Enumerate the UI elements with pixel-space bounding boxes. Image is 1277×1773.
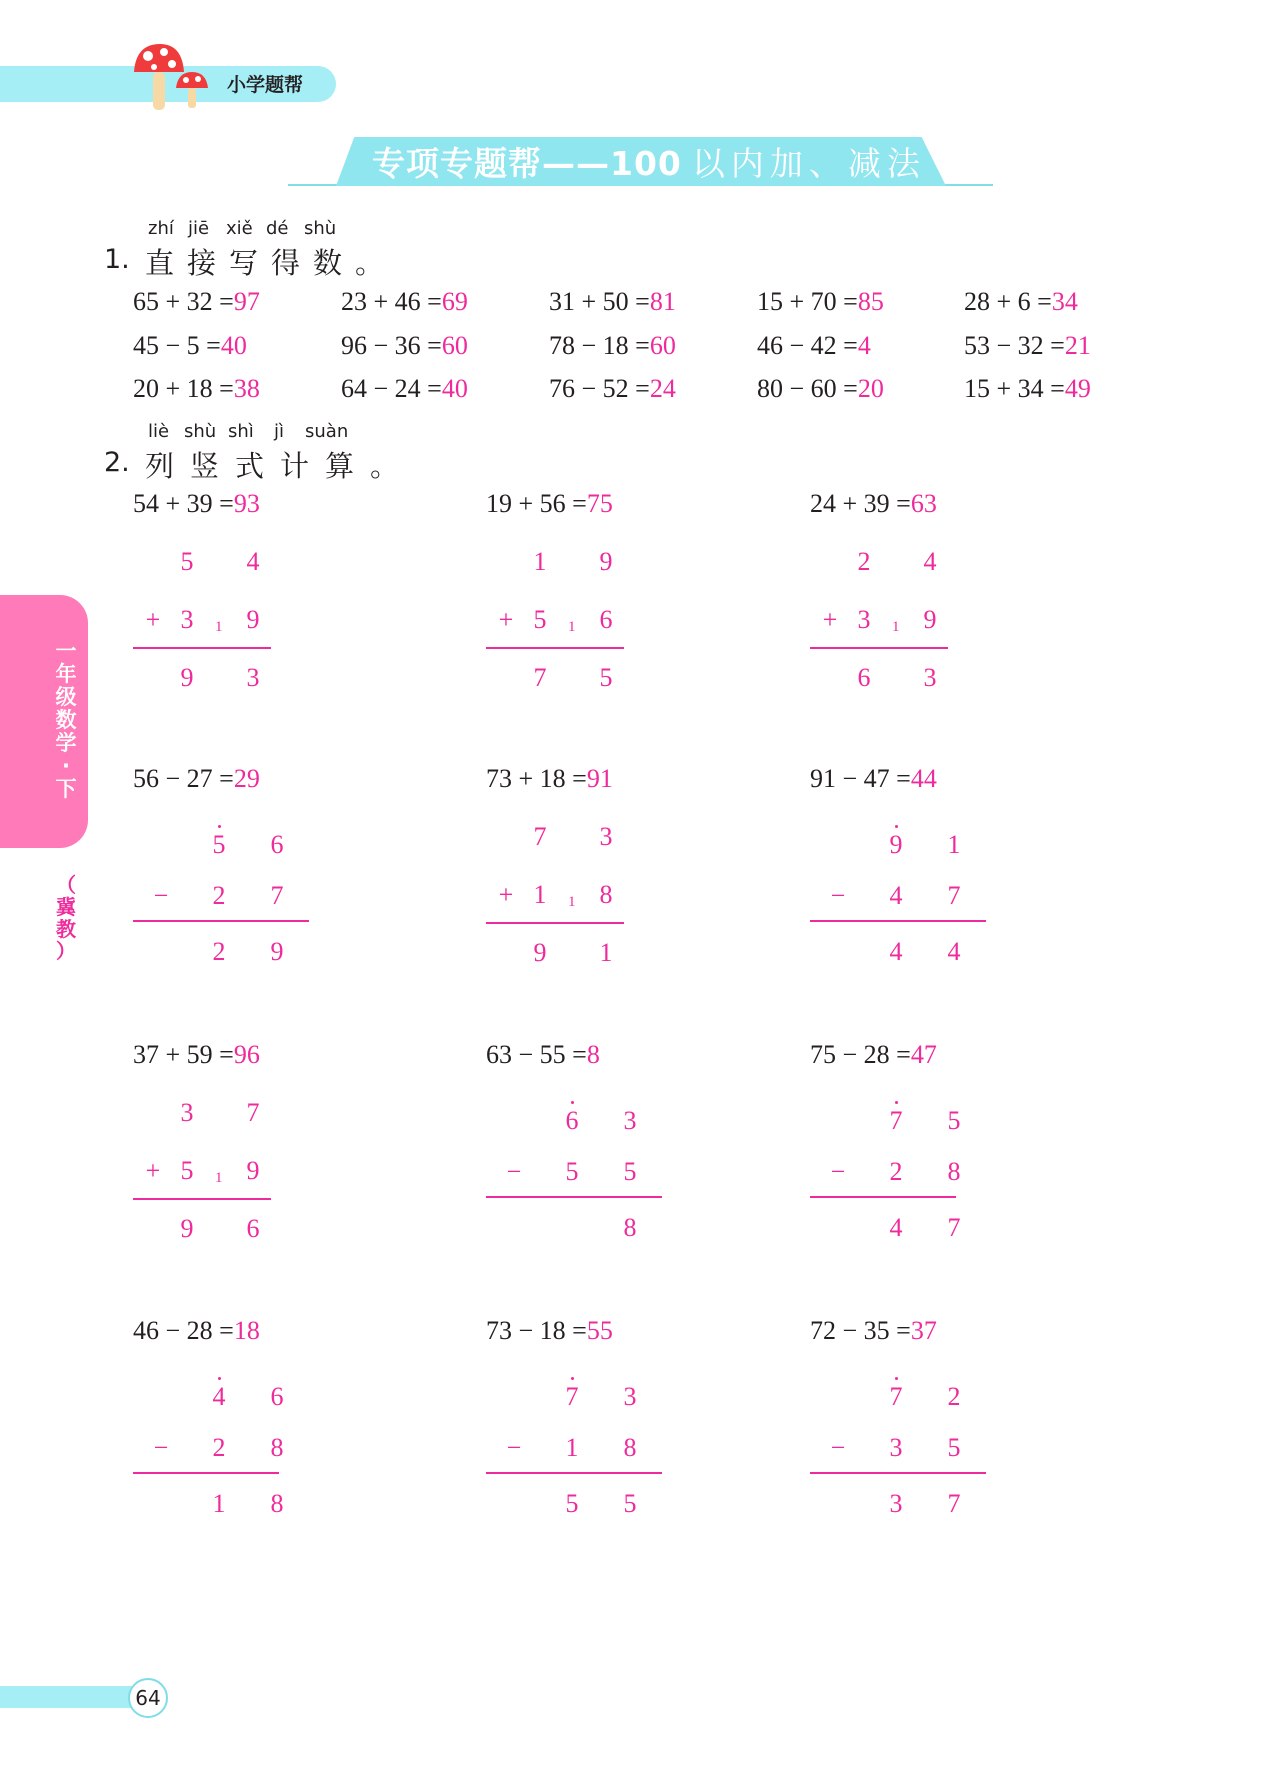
result-line — [810, 1196, 956, 1198]
equation-question: 65 + 32 = — [133, 287, 234, 316]
digit: 3 — [599, 822, 613, 851]
digit: 9 — [246, 1156, 260, 1185]
digit: 1 — [565, 1433, 579, 1462]
equation-question: 64 − 24 = — [341, 374, 442, 403]
digit: 5 — [947, 1106, 961, 1135]
title-bold: 专项专题帮——100 — [372, 143, 682, 183]
borrow-dot — [895, 825, 898, 828]
equation-answer: 69 — [441, 287, 468, 316]
digit: 9 — [270, 937, 284, 966]
digit: 8 — [270, 1489, 284, 1518]
equation-answer: 24 — [649, 374, 676, 403]
equation — [757, 331, 871, 361]
digit: 7 — [947, 1213, 961, 1242]
pinyin-syllable: xiě — [226, 218, 253, 239]
edition-char: 教 — [56, 917, 76, 941]
equation-answer: 40 — [441, 374, 468, 403]
equation-answer: 49 — [1064, 374, 1091, 403]
equation-answer: 4 — [857, 331, 871, 360]
digit: 6 — [599, 605, 613, 634]
edition-label — [50, 874, 82, 962]
equation — [486, 764, 613, 794]
equation-question: 53 − 32 = — [964, 331, 1065, 360]
equation — [757, 287, 884, 317]
equation-answer: 85 — [857, 287, 884, 316]
section2-pinyin — [148, 421, 378, 443]
pinyin-syllable: zhí — [148, 218, 174, 239]
digit: 5 — [623, 1489, 637, 1518]
operator: − — [153, 881, 169, 910]
equation — [341, 374, 468, 404]
equation — [133, 489, 260, 519]
equation-question: 78 − 18 = — [549, 331, 650, 360]
equation-question: 23 + 46 = — [341, 287, 442, 316]
equation-answer: 38 — [233, 374, 260, 403]
equation — [964, 374, 1091, 404]
equation-question: 56 − 27 = — [133, 764, 234, 793]
carry-mark: 1 — [215, 619, 223, 635]
equation-answer: 47 — [910, 1040, 937, 1069]
equation — [964, 287, 1078, 317]
digit: 3 — [889, 1489, 903, 1518]
equation — [341, 331, 468, 361]
equation-answer: 21 — [1064, 331, 1091, 360]
digit: 7 — [947, 881, 961, 910]
result-line — [810, 1472, 986, 1474]
digit: 9 — [246, 605, 260, 634]
equation — [810, 764, 937, 794]
grade-char: · — [62, 754, 70, 778]
digit: 5 — [623, 1157, 637, 1186]
equation-answer: 37 — [910, 1316, 937, 1345]
operator: + — [498, 605, 514, 634]
grade-char: 学 — [55, 731, 77, 755]
equation — [133, 1316, 260, 1346]
equation-answer: 44 — [910, 764, 937, 793]
equation-question: 46 − 42 = — [757, 331, 858, 360]
borrow-dot — [571, 1377, 574, 1380]
digit: 2 — [889, 1157, 903, 1186]
borrow-dot — [895, 1377, 898, 1380]
equation-question: 37 + 59 = — [133, 1040, 234, 1069]
section1-title: 直接写得数。 — [145, 246, 398, 280]
digit: 9 — [889, 830, 903, 859]
digit: 4 — [889, 937, 903, 966]
equation — [486, 1316, 613, 1346]
grade-char: 级 — [55, 685, 77, 709]
equation-question: 28 + 6 = — [964, 287, 1052, 316]
equation-answer: 91 — [586, 764, 613, 793]
equation-answer: 29 — [233, 764, 260, 793]
digit: 7 — [533, 663, 547, 692]
digit: 5 — [212, 830, 226, 859]
equation-question: 45 − 5 = — [133, 331, 221, 360]
result-line — [133, 647, 271, 649]
result-line — [133, 1472, 279, 1474]
equation-answer: 18 — [233, 1316, 260, 1345]
digit: 9 — [180, 1214, 194, 1243]
digit: 7 — [889, 1382, 903, 1411]
grade-char: 一 — [55, 639, 77, 663]
mushroom-icon — [130, 40, 220, 115]
digit: 1 — [599, 938, 613, 967]
equation — [757, 374, 884, 404]
pinyin-syllable: dé — [266, 218, 289, 239]
grade-char: 数 — [55, 708, 77, 732]
result-line — [133, 1198, 271, 1200]
digit: 9 — [599, 547, 613, 576]
equation — [486, 489, 613, 519]
digit: 5 — [180, 1156, 194, 1185]
pinyin-syllable: suàn — [305, 421, 349, 442]
result-line — [486, 1196, 662, 1198]
digit: 9 — [533, 938, 547, 967]
equation-question: 76 − 52 = — [549, 374, 650, 403]
pinyin-syllable: jì — [274, 421, 285, 442]
equation-question: 75 − 28 = — [810, 1040, 911, 1069]
digit: 3 — [857, 605, 871, 634]
digit: 6 — [857, 663, 871, 692]
digit: 7 — [246, 1098, 260, 1127]
pinyin-syllable: shù — [304, 218, 337, 239]
digit: 3 — [889, 1433, 903, 1462]
digit: 2 — [212, 937, 226, 966]
digit: 9 — [923, 605, 937, 634]
equation-question: 15 + 70 = — [757, 287, 858, 316]
page-title — [372, 138, 926, 184]
digit: 5 — [565, 1489, 579, 1518]
digit: 5 — [533, 605, 547, 634]
equation — [133, 287, 260, 317]
equation-answer: 75 — [586, 489, 613, 518]
grade-char: 年 — [55, 662, 77, 686]
digit: 1 — [533, 880, 547, 909]
carry-mark: 1 — [568, 619, 576, 635]
digit: 6 — [565, 1106, 579, 1135]
edition-char: ） — [56, 939, 76, 963]
pinyin-syllable: liè — [148, 421, 170, 442]
digit: 6 — [246, 1214, 260, 1243]
digit: 8 — [623, 1433, 637, 1462]
title-rest: 以内加、减法 — [691, 143, 926, 183]
digit: 2 — [212, 881, 226, 910]
operator: + — [145, 1156, 161, 1185]
digit: 6 — [270, 830, 284, 859]
equation — [810, 489, 937, 519]
digit: 3 — [923, 663, 937, 692]
carry-mark: 1 — [568, 894, 576, 910]
result-line — [486, 1472, 662, 1474]
digit: 3 — [623, 1106, 637, 1135]
equation — [133, 1040, 260, 1070]
equation — [549, 331, 676, 361]
result-line — [810, 920, 986, 922]
digit: 7 — [947, 1489, 961, 1518]
equation — [133, 374, 260, 404]
operator: + — [822, 605, 838, 634]
digit: 3 — [180, 605, 194, 634]
section1-pinyin — [148, 218, 358, 240]
carry-mark: 1 — [892, 619, 900, 635]
borrow-dot — [895, 1101, 898, 1104]
equation-question: 31 + 50 = — [549, 287, 650, 316]
equation-question: 19 + 56 = — [486, 489, 587, 518]
digit: 8 — [599, 880, 613, 909]
equation-answer: 93 — [233, 489, 260, 518]
pinyin-syllable: shù — [184, 421, 217, 442]
equation-question: 54 + 39 = — [133, 489, 234, 518]
digit: 5 — [599, 663, 613, 692]
equation-answer: 40 — [220, 331, 247, 360]
equation — [486, 1040, 600, 1070]
borrow-dot — [218, 1377, 221, 1380]
digit: 7 — [889, 1106, 903, 1135]
digit: 5 — [947, 1433, 961, 1462]
equation-answer: 60 — [649, 331, 676, 360]
section2-number: 2. — [104, 447, 130, 478]
digit: 3 — [246, 663, 260, 692]
equation-answer: 97 — [233, 287, 260, 316]
digit: 5 — [565, 1157, 579, 1186]
digit: 6 — [270, 1382, 284, 1411]
grade-label — [50, 640, 82, 801]
digit: 4 — [947, 937, 961, 966]
equation-answer: 63 — [910, 489, 937, 518]
footer-bar — [0, 1686, 142, 1708]
digit: 2 — [947, 1382, 961, 1411]
equation-answer: 60 — [441, 331, 468, 360]
equation-question: 73 + 18 = — [486, 764, 587, 793]
equation — [341, 287, 468, 317]
digit: 4 — [889, 881, 903, 910]
operator: + — [498, 880, 514, 909]
result-line — [486, 647, 624, 649]
digit: 8 — [270, 1433, 284, 1462]
digit: 7 — [533, 822, 547, 851]
equation-answer: 20 — [857, 374, 884, 403]
digit: 2 — [212, 1433, 226, 1462]
equation — [810, 1316, 937, 1346]
digit: 8 — [947, 1157, 961, 1186]
equation — [964, 331, 1091, 361]
edition-char: （ — [56, 873, 76, 897]
operator: − — [830, 1433, 846, 1462]
equation — [133, 331, 247, 361]
operator: − — [830, 1157, 846, 1186]
digit: 3 — [623, 1382, 637, 1411]
digit: 8 — [623, 1213, 637, 1242]
digit: 4 — [212, 1382, 226, 1411]
operator: − — [506, 1433, 522, 1462]
equation-answer: 8 — [586, 1040, 600, 1069]
page-number: 64 — [128, 1678, 168, 1718]
equation-question: 73 − 18 = — [486, 1316, 587, 1345]
equation-answer: 96 — [233, 1040, 260, 1069]
operator: − — [830, 881, 846, 910]
equation-question: 20 + 18 = — [133, 374, 234, 403]
borrow-dot — [571, 1101, 574, 1104]
digit: 4 — [923, 547, 937, 576]
digit: 4 — [889, 1213, 903, 1242]
equation-answer: 34 — [1051, 287, 1078, 316]
equation — [549, 287, 676, 317]
section2-title: 列竖式计算。 — [145, 449, 416, 483]
equation-question: 24 + 39 = — [810, 489, 911, 518]
brand-label: 小学题帮 — [227, 74, 304, 96]
equation-question: 72 − 35 = — [810, 1316, 911, 1345]
equation-question: 15 + 34 = — [964, 374, 1065, 403]
equation — [549, 374, 676, 404]
equation-question: 96 − 36 = — [341, 331, 442, 360]
operator: − — [506, 1157, 522, 1186]
equation-answer: 55 — [586, 1316, 613, 1345]
digit: 4 — [246, 547, 260, 576]
section1-number: 1. — [104, 244, 130, 275]
digit: 1 — [212, 1489, 226, 1518]
borrow-dot — [218, 825, 221, 828]
digit: 3 — [180, 1098, 194, 1127]
digit: 7 — [565, 1382, 579, 1411]
equation-question: 80 − 60 = — [757, 374, 858, 403]
carry-mark: 1 — [215, 1170, 223, 1186]
digit: 1 — [533, 547, 547, 576]
grade-char: 下 — [55, 777, 77, 801]
digit: 5 — [180, 547, 194, 576]
edition-char: 冀 — [56, 895, 76, 919]
equation-question: 46 − 28 = — [133, 1316, 234, 1345]
digit: 9 — [180, 663, 194, 692]
digit: 7 — [270, 881, 284, 910]
result-line — [133, 920, 309, 922]
pinyin-syllable: jiē — [188, 218, 210, 239]
result-line — [810, 647, 948, 649]
digit: 1 — [947, 830, 961, 859]
equation-answer: 81 — [649, 287, 676, 316]
equation-question: 91 − 47 = — [810, 764, 911, 793]
equation — [133, 764, 260, 794]
equation — [810, 1040, 937, 1070]
pinyin-syllable: shì — [228, 421, 254, 442]
result-line — [486, 922, 624, 924]
equation-question: 63 − 55 = — [486, 1040, 587, 1069]
digit: 2 — [857, 547, 871, 576]
operator: − — [153, 1433, 169, 1462]
operator: + — [145, 605, 161, 634]
